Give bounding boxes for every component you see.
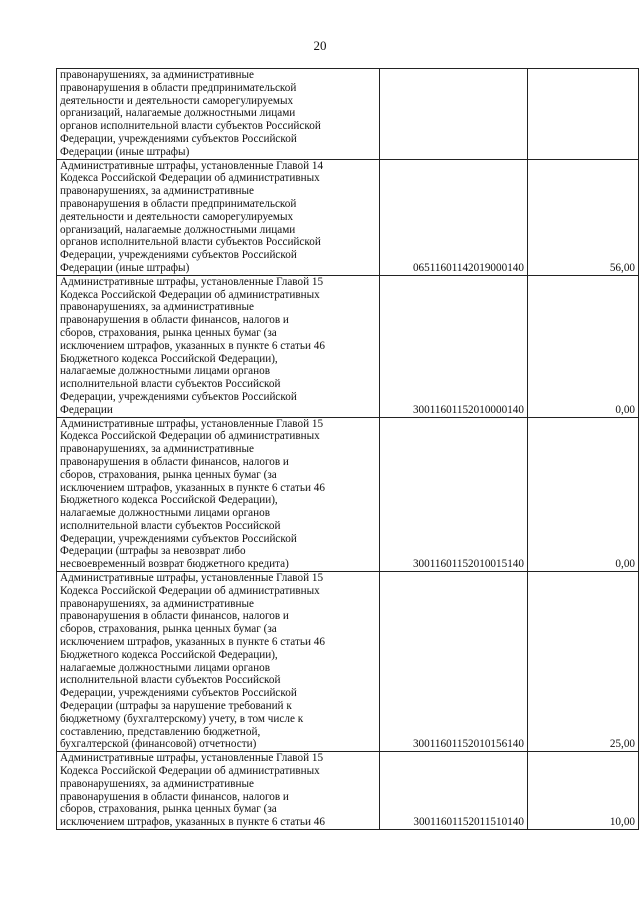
- description-line: Административные штрафы, установленные Главой 15: [60, 275, 324, 288]
- description-line: правонарушения в области предпринимательской: [60, 197, 297, 210]
- description-line: деятельности и деятельности саморегулируемых: [60, 210, 294, 223]
- description-line: Бюджетного кодекса Российской Федерации),: [60, 494, 278, 507]
- description-line: Федерации (иные штрафы): [60, 261, 190, 274]
- description-line: исключением штрафов, указанных в пункте 6 статьи 46: [60, 481, 325, 494]
- description-line: органов исполнительной власти субъектов Российской: [60, 236, 321, 249]
- amount-cell: 10,00: [528, 752, 639, 830]
- fines-table: [56, 68, 639, 830]
- description-line: деятельности и деятельности саморегулируемых: [60, 94, 294, 107]
- description-line: Кодекса Российской Федерации об административных: [60, 430, 320, 443]
- description-line: Кодекса Российской Федерации об административных: [60, 288, 320, 301]
- budget-code-cell: 30011601152010015140: [380, 417, 528, 572]
- description-line: правонарушения в области предпринимательской: [60, 81, 297, 94]
- description-line: правонарушениях, за административные: [60, 777, 254, 790]
- description-line: исполнительной власти субъектов Российской: [60, 519, 281, 532]
- table-row: [57, 159, 639, 275]
- description-cell: [57, 275, 380, 417]
- amount-cell: 25,00: [528, 572, 639, 752]
- budget-code-cell: [380, 69, 528, 160]
- description-line: Федерации, учреждениями субъектов Российской: [60, 249, 297, 262]
- description-cell: [57, 69, 380, 160]
- description-line: органов исполнительной власти субъектов Российской: [60, 120, 321, 133]
- description-cell: [57, 572, 380, 752]
- budget-code-cell: 06511601142019000140: [380, 159, 528, 275]
- table-row: [57, 752, 639, 830]
- description-line: Федерации, учреждениями субъектов Российской: [60, 132, 297, 145]
- amount-cell: 0,00: [528, 275, 639, 417]
- description-line: правонарушениях, за административные: [60, 185, 254, 198]
- description-line: Федерации (иные штрафы): [60, 145, 190, 158]
- table-row: [57, 572, 639, 752]
- description-line: исключением штрафов, указанных в пункте 6 статьи 46: [60, 339, 325, 352]
- amount-cell: 56,00: [528, 159, 639, 275]
- page-number: 20: [313, 38, 327, 53]
- description-line: исполнительной власти субъектов Российской: [60, 674, 281, 687]
- description-line: Кодекса Российской Федерации об административных: [60, 584, 320, 597]
- description-line: несвоевременный возврат бюджетного кредита): [60, 558, 289, 571]
- description-line: Бюджетного кодекса Российской Федерации),: [60, 352, 278, 365]
- description-line: Федерации (штрафы за невозврат либо: [60, 545, 246, 558]
- table-body: [57, 69, 639, 830]
- description-line: правонарушения в области финансов, налогов и: [60, 314, 289, 327]
- description-line: исключением штрафов, указанных в пункте 6 статьи 46: [60, 636, 325, 649]
- description-line: бухгалтерской (финансовой) отчетности): [60, 738, 257, 751]
- description-line: сборов, страхования, рынка ценных бумаг (за: [60, 623, 277, 636]
- description-cell: [57, 752, 380, 830]
- description-line: Бюджетного кодекса Российской Федерации),: [60, 648, 278, 661]
- budget-code-cell: 30011601152010156140: [380, 572, 528, 752]
- description-line: Административные штрафы, установленные Главой 14: [60, 159, 324, 172]
- description-line: Федерации (штрафы за нарушение требований к: [60, 700, 292, 713]
- description-line: налагаемые должностными лицами органов: [60, 507, 271, 520]
- description-line: правонарушения в области финансов, налогов и: [60, 790, 289, 803]
- description-cell: [57, 159, 380, 275]
- description-line: сборов, страхования, рынка ценных бумаг (за: [60, 468, 277, 481]
- description-line: налагаемые должностными лицами органов: [60, 661, 271, 674]
- description-line: правонарушения в области финансов, налогов и: [60, 455, 289, 468]
- amount-cell: 0,00: [528, 417, 639, 572]
- description-line: Кодекса Российской Федерации об административных: [60, 765, 320, 778]
- description-cell: [57, 417, 380, 572]
- description-line: Федерации, учреждениями субъектов Российской: [60, 532, 297, 545]
- description-line: Кодекса Российской Федерации об административных: [60, 172, 320, 185]
- description-line: правонарушениях, за административные: [60, 301, 254, 314]
- description-line: Федерации, учреждениями субъектов Российской: [60, 390, 297, 403]
- description-line: Административные штрафы, установленные Главой 15: [60, 417, 324, 430]
- table-row: [57, 417, 639, 572]
- description-line: правонарушениях, за административные: [60, 443, 254, 456]
- description-line: Федерации, учреждениями субъектов Российской: [60, 687, 297, 700]
- description-line: Административные штрафы, установленные Главой 15: [60, 572, 324, 585]
- table-row: [57, 69, 639, 160]
- description-line: составлению, представлению бюджетной,: [60, 725, 261, 738]
- description-line: сборов, страхования, рынка ценных бумаг (за: [60, 803, 277, 816]
- amount-cell: [528, 69, 639, 160]
- description-line: организаций, налагаемые должностными лицами: [60, 223, 296, 236]
- description-line: организаций, налагаемые должностными лицами: [60, 107, 296, 120]
- description-line: правонарушениях, за административные: [60, 69, 254, 81]
- description-line: Административные штрафы, установленные Главой 15: [60, 752, 324, 765]
- description-line: правонарушениях, за административные: [60, 597, 254, 610]
- description-line: исключением штрафов, указанных в пункте 6 статьи 46: [60, 816, 325, 829]
- description-line: исполнительной власти субъектов Российской: [60, 378, 281, 391]
- description-line: сборов, страхования, рынка ценных бумаг (за: [60, 326, 277, 339]
- table-row: [57, 275, 639, 417]
- description-line: налагаемые должностными лицами органов: [60, 365, 271, 378]
- description-line: Федерации: [60, 403, 113, 416]
- budget-code-cell: 30011601152010000140: [380, 275, 528, 417]
- description-line: бюджетному (бухгалтерскому) учету, в том числе к: [60, 712, 304, 725]
- description-line: правонарушения в области финансов, налогов и: [60, 610, 289, 623]
- budget-code-cell: 30011601152011510140: [380, 752, 528, 830]
